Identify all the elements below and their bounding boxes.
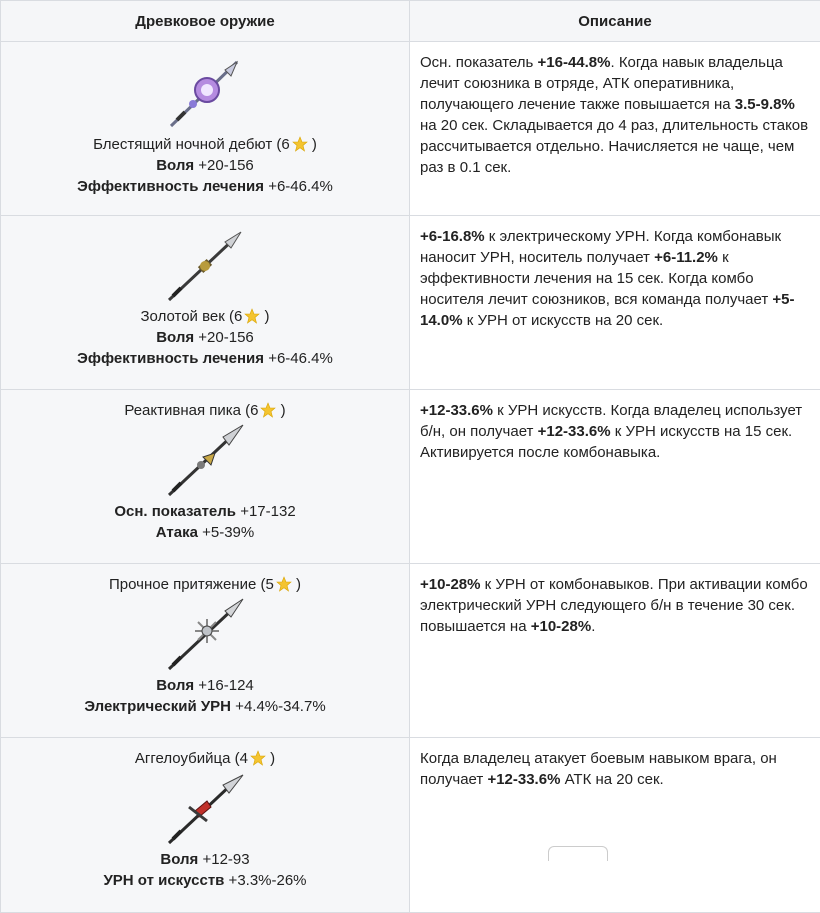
weapon-stat-1: Воля +12-93: [1, 849, 409, 870]
description-highlight: +10-28%: [531, 618, 591, 635]
polearm-image[interactable]: [163, 597, 247, 675]
star-icon: [276, 576, 292, 592]
star-icon: [260, 402, 276, 418]
weapon-cell: [1, 738, 410, 913]
weapon-cell: [1, 390, 410, 564]
weapon-stat-2: Эффективность лечения +6-46.4%: [1, 176, 409, 197]
description-text: к электрическому УРН. Когда комбонавык наносит УРН, носитель получает: [420, 228, 781, 266]
header-description: Описание: [410, 1, 820, 42]
description-text: к УРН искусств на 15 сек. Активируется после комбонавыка.: [420, 423, 792, 461]
description-text: на 20 сек. Складывается до 4 раз, длительность стаков рассчитывается отдельно. Начисляется не чаще, чем раз в 0.1 сек.: [420, 117, 808, 176]
weapon-description: [410, 42, 820, 216]
polearm-image[interactable]: [163, 228, 247, 306]
description-text: к УРН искусств. Когда владелец использует б/н, он получает: [420, 402, 802, 440]
description-text: к УРН от комбонавыков. При активации комбо электрический УРН следующего б/н в течение 30 сек. повышается на: [420, 576, 808, 635]
description-highlight: +6-16.8%: [420, 228, 485, 245]
description-highlight: +5-14.0%: [420, 291, 795, 329]
table-row: [1, 390, 820, 564]
weapon-name: Реактивная пика (6 ): [1, 390, 409, 421]
description-highlight: +12-33.6%: [487, 771, 560, 788]
description-text: к эффективности лечения на 15 сек. Когда комбо носителя лечит союзников, вся команда получает: [420, 249, 772, 308]
description-text: к УРН от искусств на 20 сек.: [463, 312, 664, 329]
description-highlight: +12-33.6%: [420, 402, 493, 419]
polearm-image[interactable]: [163, 423, 247, 501]
header-weapon: Древковое оружие: [1, 1, 410, 42]
star-icon: [292, 136, 308, 152]
polearm-image[interactable]: [163, 771, 247, 849]
weapon-description: [410, 564, 820, 738]
weapon-stat-2: Электрический УРН +4.4%-34.7%: [1, 696, 409, 717]
description-text: Когда владелец атакует боевым навыком врага, он получает: [420, 750, 777, 788]
weapon-stat-1: Воля +20-156: [1, 155, 409, 176]
description-highlight: +16-44.8%: [538, 54, 611, 71]
weapon-stat-2: Атака +5-39%: [1, 522, 409, 543]
description-highlight: +6-11.2%: [654, 249, 718, 266]
table-row: [1, 564, 820, 738]
table-row: [1, 738, 820, 913]
weapon-name: Блестящий ночной дебют (6 ): [1, 134, 409, 155]
table-row: [1, 42, 820, 216]
weapon-stat-2: Эффективность лечения +6-46.4%: [1, 348, 409, 369]
description-text: Осн. показатель: [420, 54, 538, 71]
description-text: . Когда навык владельца лечит союзника в отряде, АТК оперативника, получающего лечение также повышается на: [420, 54, 783, 113]
weapon-name: Золотой век (6 ): [1, 306, 409, 327]
weapon-stat-1: Воля +16-124: [1, 675, 409, 696]
weapon-stat-1: Осн. показатель +17-132: [1, 501, 409, 522]
weapon-description: [410, 738, 820, 913]
weapon-cell: [1, 216, 410, 390]
table-row: [1, 216, 820, 390]
weapon-name: Прочное притяжение (5 ): [1, 564, 409, 595]
description-highlight: +10-28%: [420, 576, 480, 593]
star-icon: [250, 750, 266, 766]
weapon-cell: [1, 42, 410, 216]
weapon-description: [410, 216, 820, 390]
scroll-to-top-tab[interactable]: [548, 846, 608, 861]
weapon-stat-2: УРН от искусств +3.3%-26%: [1, 870, 409, 891]
weapon-name: Аггелоубийца (4 ): [1, 738, 409, 769]
description-highlight: +12-33.6%: [538, 423, 611, 440]
description-highlight: 3.5-9.8%: [735, 96, 795, 113]
description-text: АТК на 20 сек.: [560, 771, 663, 788]
weapon-cell: [1, 564, 410, 738]
star-icon: [244, 308, 260, 324]
polearm-image[interactable]: [163, 54, 247, 134]
weapon-stat-1: Воля +20-156: [1, 327, 409, 348]
description-text: .: [591, 618, 595, 635]
weapon-description: [410, 390, 820, 564]
